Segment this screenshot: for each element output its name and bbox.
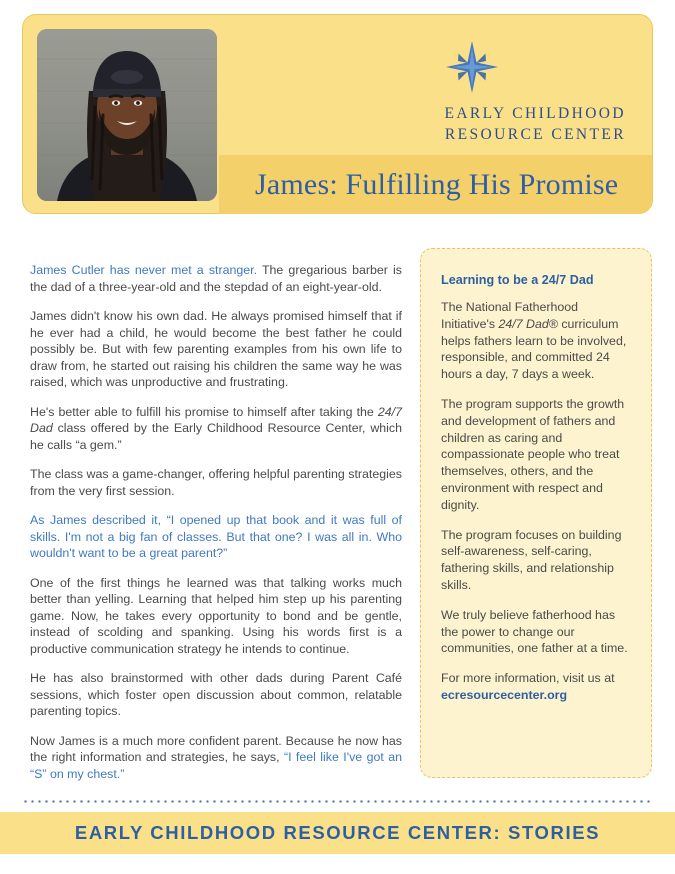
story-paragraph-8 — [30, 733, 402, 783]
sidebar-paragraph-1 — [441, 299, 631, 383]
story-paragraph-2: James didn't know his own dad. He always promised himself that if he ever had a child, he would become the best father he could possibly be. But with few parenting examples from his own life to draw from, he started out raising his children the same way he was raised, which was unproductive and frustrating. — [30, 309, 402, 389]
sidebar-contact-line — [441, 670, 631, 704]
portrait-image — [37, 29, 217, 201]
story-paragraph-4: The class was a game-changer, offering helpful parenting strategies from the very first session. — [30, 467, 402, 498]
sidebar-paragraph-3: The program focuses on building self-awareness, self-caring, fathering skills, and relationship skills. — [441, 527, 622, 592]
sidebar-contact-text: For more information, visit us at — [441, 671, 615, 686]
story-paragraph-1-rest: The gregarious barber is the dad of a three-year-old and the stepdad of an eight-year-old. — [30, 263, 402, 294]
sidebar-callout — [420, 248, 652, 778]
sidebar-paragraph-1-before: The National Fatherhood Initiative's — [441, 300, 579, 331]
story-pull-quote: As James described it, “I opened up that book and it was full of skills. I'm not a big fan of classes. But that one? I was all in. Who wouldn't want to be a great parent?” — [30, 513, 402, 560]
four-point-star-compass-icon — [446, 41, 498, 93]
story-closing-quote: “I feel like I've got an “S” on my chest.” — [30, 750, 402, 781]
story-column — [30, 262, 402, 795]
sidebar-paragraph-4: We truly believe fatherhood has the power to change our communities, one father at a time. — [441, 607, 628, 656]
course-name-italic: 24/7 Dad — [30, 404, 402, 435]
title-bar — [219, 155, 652, 214]
story-paragraph-1 — [30, 262, 402, 295]
footer-label: EARLY CHILDHOOD RESOURCE CENTER: STORIES — [74, 822, 601, 843]
sidebar-paragraph-1-after: curriculum helps fathers learn to be involved, responsible, and committed 24 hours a day, 7 days a week. — [441, 316, 627, 382]
page-title: James: Fulfilling His Promise — [255, 167, 619, 201]
story-paragraph-7: He has also brainstormed with other dads during Parent Café sessions, which foster open discussion about common, relatable parenting topics. — [30, 671, 402, 718]
story-paragraph-6: One of the first things he learned was that talking works much better than yelling. Learning that helped him step up his parenting game. Now, he takes every opportunity to bond and be gentle, instead of scolding and spanking. Using his words first is a productive communication strategy he intends to continue. — [30, 575, 402, 656]
curriculum-name-italic: 24/7 Dad® — [498, 316, 558, 331]
website-link[interactable]: ecresourcecenter.org — [441, 687, 568, 702]
sidebar-heading: Learning to be a 24/7 Dad — [441, 273, 594, 287]
story-lead-in: James Cutler has never met a stranger. — [30, 263, 258, 277]
story-paragraph-3-after: class offered by the Early Childhood Resource Center, which he calls “a gem.” — [30, 421, 402, 452]
organization-logotype — [444, 103, 626, 145]
footer-bar — [0, 812, 675, 854]
story-paragraph-3-before: He's better able to fulfill his promise to himself after taking the — [30, 404, 378, 419]
header-photo — [37, 29, 217, 201]
header-banner — [22, 14, 653, 214]
story-paragraph-8-before: Now James is a much more confident parent. Because he now has the right information and strategies, he says, — [30, 733, 402, 764]
organization-line-1: EARLY CHILDHOOD — [444, 105, 626, 122]
dotted-divider — [22, 800, 653, 803]
sidebar-paragraph-2: The program supports the growth and development of fathers and children as caring and compassionate people who treat themselves, others, and the environment with respect and dignity. — [441, 396, 625, 512]
organization-line-2: RESOURCE CENTER — [444, 126, 626, 143]
story-paragraph-3 — [30, 404, 402, 454]
